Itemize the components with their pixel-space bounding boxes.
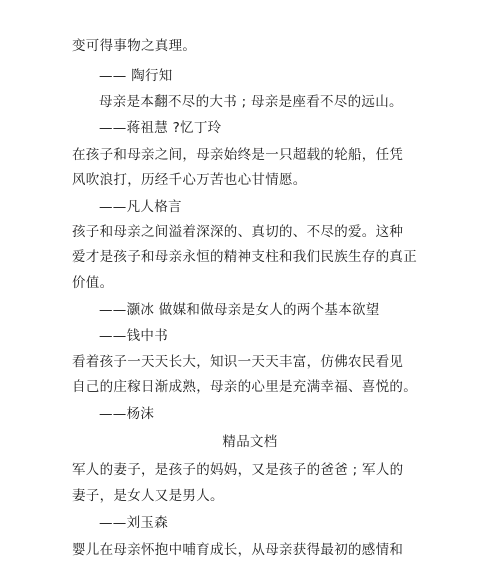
attribution-line: ——刘玉森 (99, 515, 168, 531)
text-line: 风吹浪打，历经千心万苦也心甘情愿。 (72, 172, 307, 188)
text-line: 军人的妻子，是孩子的妈妈，又是孩子的爸爸 ; 军人的 (72, 462, 404, 478)
text-line: 婴儿在母亲怀抱中哺育成长，从母亲获得最初的感情和 (72, 542, 404, 558)
attribution-line: ——凡人格言 (99, 199, 182, 215)
text-line: 孩子和母亲之间溢着深深的、真切的、不尽的爱。这种 (72, 224, 404, 240)
attribution-line: ——钱中书 (99, 328, 168, 344)
attribution-line: ——杨沫 (99, 406, 155, 422)
attribution-line: ——灏冰 做媒和做母亲是女人的两个基本欲望 (99, 302, 380, 318)
watermark-caption: 精品文档 (222, 434, 278, 450)
text-line: 在孩子和母亲之间，母亲始终是一只超载的轮船，任凭 (72, 147, 404, 163)
attribution-line: ——蒋祖慧 ?忆丁玲 (99, 120, 222, 136)
text-line: 看着孩子一天天长大，知识一天天丰富，仿佛农民看见 (72, 354, 404, 370)
text-line: 自己的庄稼日渐成熟，母亲的心里是充满幸福、喜悦的。 (72, 379, 417, 395)
text-line: 价值。 (72, 275, 114, 291)
text-line: 变可得事物之真理。 (72, 38, 197, 54)
text-line: 妻子，是女人又是男人。 (72, 488, 224, 504)
text-line: 爱才是孩子和母亲永恒的精神支柱和我们民族生存的真正 (72, 249, 417, 265)
text-line: 母亲是本翻不尽的大书 ; 母亲是座看不尽的远山。 (99, 94, 403, 110)
attribution-line: —— 陶行知 (99, 68, 173, 84)
